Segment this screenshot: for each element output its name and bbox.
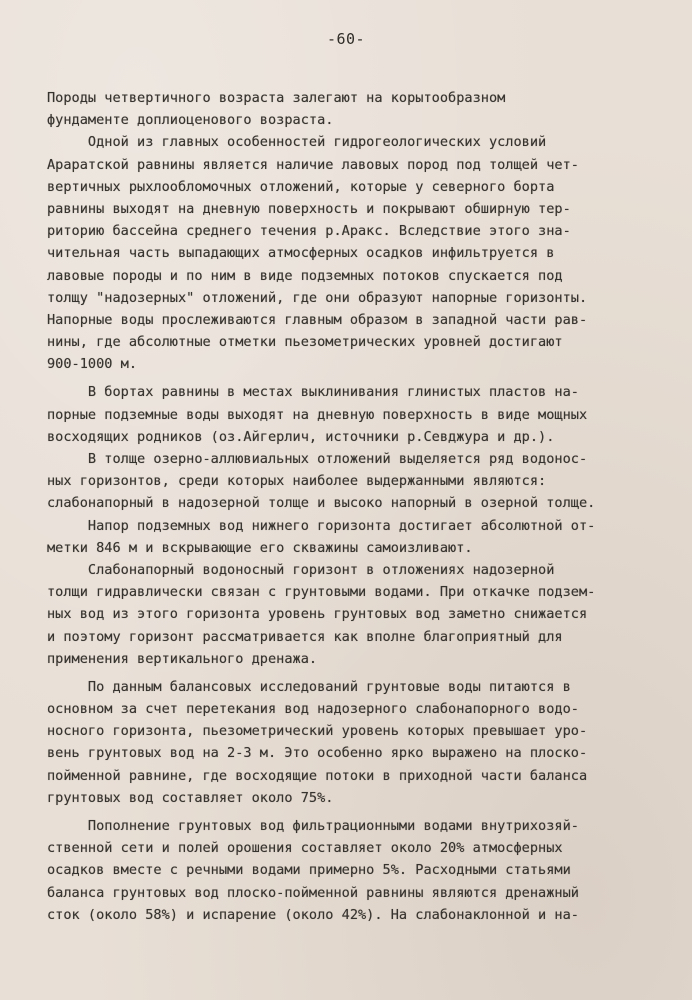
text-line: ных вод из этого горизонта уровень грунтовых вод заметно снижается xyxy=(47,606,588,623)
text-line: восходящих родников (оз.Айгерлич, источники р.Севджура и др.). xyxy=(47,428,555,445)
text-line: метки 846 м и вскрывающие его скважины самоизливают. xyxy=(47,539,473,556)
text-line: лавовые породы и по ним в виде подземных потоков спускается под xyxy=(47,267,563,284)
paragraph-4 xyxy=(47,448,667,515)
body-text xyxy=(47,87,667,926)
text-line: По данным балансовых исследований грунтовые воды питаются в xyxy=(47,678,571,695)
text-line: Напор подземных вод нижнего горизонта достигает абсолютной от- xyxy=(47,517,596,534)
text-line: грунтовых вод составляет около 75%. xyxy=(47,789,334,806)
text-line: Слабонапорный водоносный горизонт в отложениях надозерной xyxy=(47,561,555,578)
text-line: основном за счет перетекания вод надозерного слабонапорного водо- xyxy=(47,701,579,718)
text-line: толщу "надозерных" отложений, где они образуют напорные горизонты. xyxy=(47,289,588,306)
text-line: Одной из главных особенностей гидрогеологических условий xyxy=(47,134,547,151)
paragraph-1 xyxy=(47,87,667,131)
paragraph-2 xyxy=(47,131,667,375)
text-line: ственной сети и полей орошения составляет около 20% атмосферных xyxy=(47,840,563,857)
paragraph-5 xyxy=(47,515,667,559)
text-line: и поэтому горизонт рассматривается как вполне благоприятный для xyxy=(47,628,563,645)
text-line: применения вертикального дренажа. xyxy=(47,650,318,667)
text-line: баланса грунтовых вод плоско-пойменной равнины являются дренажный xyxy=(47,884,579,901)
text-line: порные подземные воды выходят на дневную поверхность в виде мощных xyxy=(47,406,588,423)
text-line: пойменной равнине, где восходящие потоки в приходной части баланса xyxy=(47,767,588,784)
text-line: нины, где абсолютные отметки пьезометрических уровней достигают xyxy=(47,334,563,351)
text-line: ных горизонтов, среди которых наиболее выдержанными являются: xyxy=(47,473,547,490)
text-line: слабонапорный в надозерной толще и высоко напорный в озерной толще. xyxy=(47,495,596,512)
text-line: 900-1000 м. xyxy=(47,356,138,373)
paragraph-8 xyxy=(47,815,667,926)
text-line: равнины выходят на дневную поверхность и покрывают обширную тер- xyxy=(47,200,571,217)
text-line: Напорные воды прослеживаются главным образом в западной части рав- xyxy=(47,311,588,328)
text-line: фундаменте доплиоценового возраста. xyxy=(47,112,334,129)
text-line: Пополнение грунтовых вод фильтрационными водами внутрихозяй- xyxy=(47,818,579,834)
page-number: -60- xyxy=(326,30,366,48)
text-line: Араратской равнины является наличие лавовых пород под толщей чет- xyxy=(47,156,579,173)
paragraph-7 xyxy=(47,676,667,809)
text-line: риторию бассейна среднего течения р.Аракс. Вследствие этого зна- xyxy=(47,223,571,240)
text-line: чительная часть выпадающих атмосферных осадков инфильтруется в xyxy=(47,245,555,262)
paragraph-3 xyxy=(47,381,667,448)
text-line: толщи гидравлически связан с грунтовыми водами. При откачке подзем- xyxy=(47,584,596,601)
text-line: сток (около 58%) и испарение (около 42%). На слабонаклонной и на- xyxy=(47,906,579,923)
text-line: осадков вместе с речными водами примерно 5%. Расходными статьями xyxy=(47,862,571,879)
text-line: вертичных рыхлообломочных отложений, которые у северного борта xyxy=(47,178,555,195)
text-line: В толще озерно-аллювиальных отложений выделяется ряд водонос- xyxy=(47,451,588,467)
paragraph-6 xyxy=(47,559,667,670)
text-line: В бортах равнины в местах выклинивания глинистых пластов на- xyxy=(47,384,579,401)
text-line: носного горизонта, пьезометрический уровень которых превышает уро- xyxy=(47,723,588,740)
text-line: Породы четвертичного возраста залегают на корытообразном xyxy=(47,90,506,106)
text-line: вень грунтовых вод на 2-3 м. Это особенно ярко выражено на плоско- xyxy=(47,745,588,762)
